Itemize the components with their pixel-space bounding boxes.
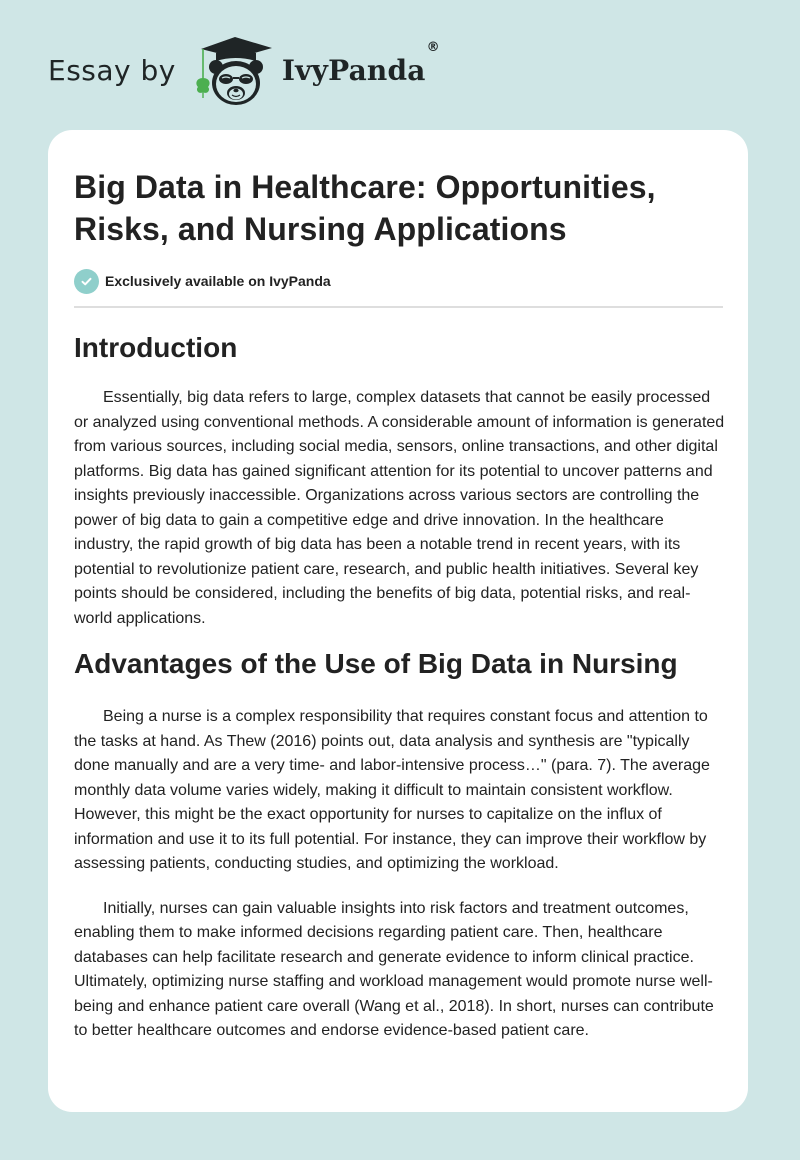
exclusive-badge-text: Exclusively available on IvyPanda xyxy=(105,273,331,289)
title-divider xyxy=(74,306,723,308)
section-advantages xyxy=(74,646,722,1044)
paragraph: Essentially, big data refers to large, complex datasets that cannot be easily processed or analyzed using conventional methods. A considerable amount of information is generated from various sources, including social media, sensors, online transactions, and other digital platforms. Big data has gained significant attention for its potential to uncover patterns and insights previously inaccessible. Organizations across various sectors are controlling the power of big data to gain a competitive edge and drive innovation. In the healthcare industry, the rapid growth of big data has been a notable trend in recent years, with its potential to revolutionize patient care, research, and public health initiatives. Several key points should be considered, including the benefits of big data, potential risks, and real-world applications. xyxy=(74,389,725,627)
brand-name xyxy=(281,39,440,87)
brand-prefix: Essay by xyxy=(48,53,176,87)
section-heading: Advantages of the Use of Big Data in Nursing xyxy=(74,648,678,679)
section-introduction xyxy=(74,330,725,631)
exclusive-badge xyxy=(74,268,722,294)
brand-name-text: IvyPanda xyxy=(281,53,426,87)
essay-title: Big Data in Healthcare: Opportunities, Risks, and Nursing Applications xyxy=(74,169,656,247)
paragraph: Being a nurse is a complex responsibility that requires constant focus and attention to the tasks at hand. As Thew (2016) points out, data analysis and synthesis are "typically done manually and are a very time- and labor-intensive process…" (para. 7). The average monthly data volume varies widely, making it difficult to maintain consistent workflow. However, this might be the exact opportunity for nurses to capitalize on the influx of information and use it to its full potential. For instance, they can improve their workflow by assessing patients, conducting studies, and optimizing the workload. xyxy=(74,708,710,872)
section-heading: Introduction xyxy=(74,332,238,363)
paragraph: Initially, nurses can gain valuable insights into risk factors and treatment outcomes, enabling them to make informed decisions regarding patient care. Then, healthcare databases can help facilitate research and generate evidence to inform clinical practice. Ultimately, optimizing nurse staffing and workload management would promote nurse well-being and enhance patient care overall (Wang et al., 2018). In short, nurses can contribute to better healthcare outcomes and endorse evidence-based patient care. xyxy=(74,899,714,1039)
check-circle-icon xyxy=(74,269,99,294)
essay-card xyxy=(48,130,748,1112)
registered-mark: ® xyxy=(426,39,440,55)
panda-graduate-icon xyxy=(192,34,278,110)
brand-header[interactable] xyxy=(48,34,440,110)
